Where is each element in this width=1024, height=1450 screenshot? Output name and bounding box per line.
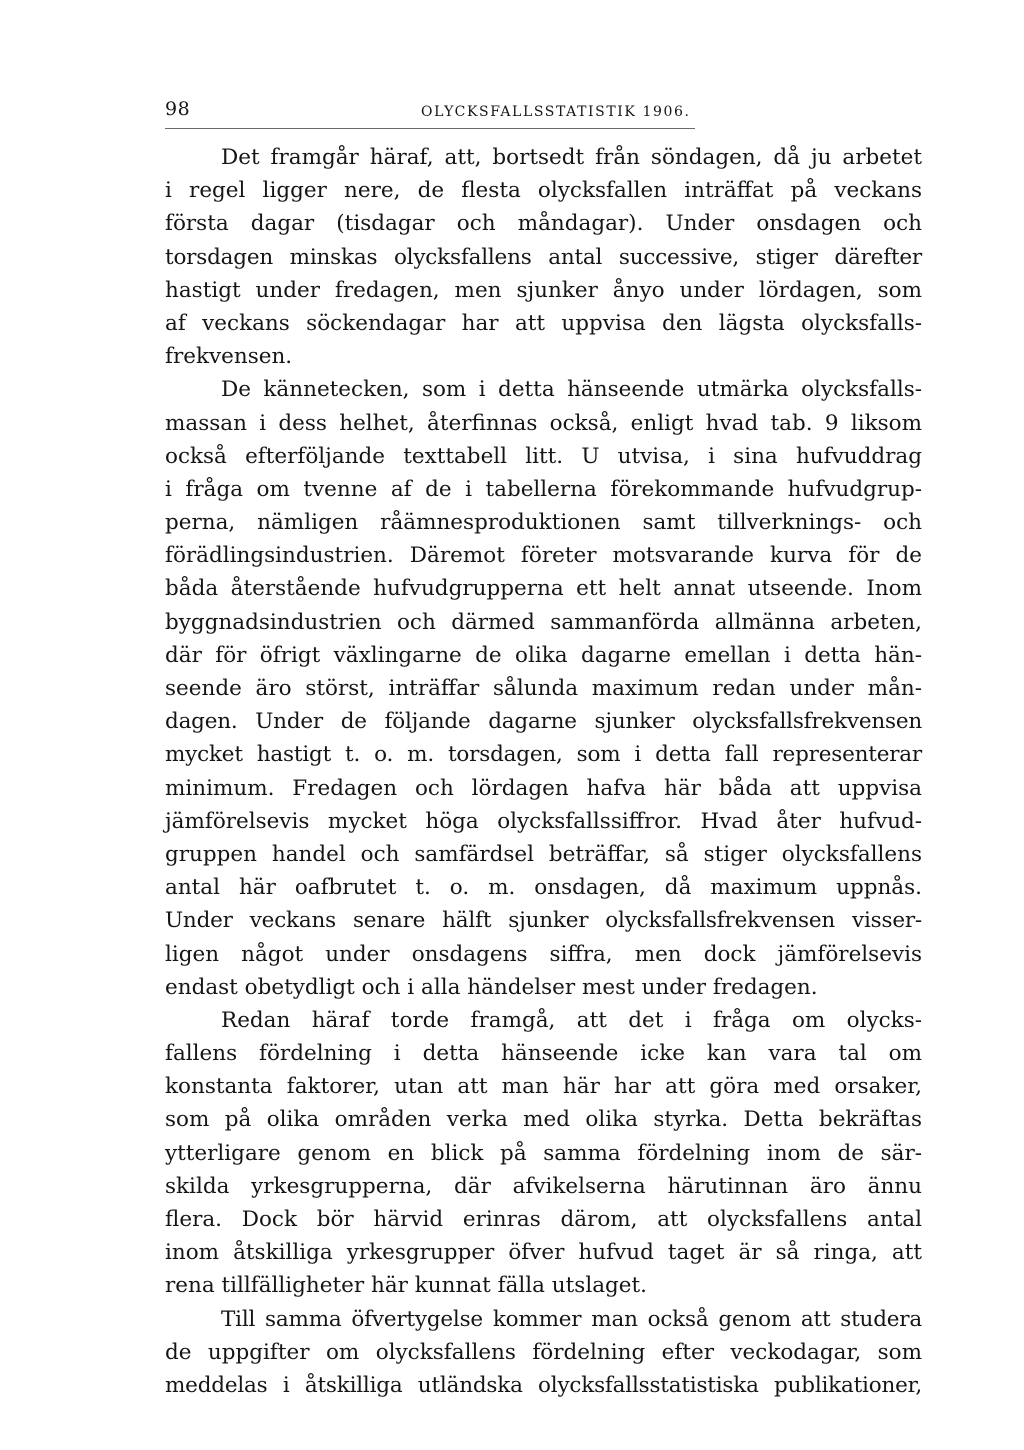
text-line: gruppen handel och samfärdsel beträffar, så stiger olycksfallens — [165, 841, 922, 867]
text-line: endast obetydligt och i alla händelser mest under fredagen. — [165, 974, 818, 1000]
text-line: meddelas i åtskilliga utländska olycksfallsstatistiska publikationer, — [165, 1372, 922, 1398]
text-line: byggnadsindustrien och därmed sammanförda allmänna arbeten, — [165, 609, 922, 635]
text-line: fallens fördelning i detta hänseende icke kan vara tal om — [165, 1041, 922, 1067]
text-line: massan i dess helhet, återfinnas också, enligt hvad tab. 9 liksom — [165, 410, 922, 436]
text-line: Till samma öfvertygelse kommer man också genom att studera — [221, 1306, 922, 1332]
text-line: ytterligare genom en blick på samma fördelning inom de sär- — [165, 1140, 922, 1166]
text-line: antal här oafbrutet t. o. m. onsdagen, då maximum uppnås. — [165, 875, 922, 901]
body-text — [165, 141, 922, 1402]
text-line: skilda yrkesgrupperna, där afvikelserna härutinnan äro ännu — [165, 1173, 922, 1199]
text-line: Det framgår häraf, att, bortsedt från söndagen, då ju arbetet — [221, 145, 922, 170]
text-line: Redan häraf torde framgå, att det i fråga om olycks- — [221, 1007, 922, 1033]
text-line: jämförelsevis mycket höga olycksfallssiffror. Hvad åter hufvud- — [165, 808, 922, 834]
text-line: de uppgifter om olycksfallens fördelning efter veckodagar, som — [165, 1339, 922, 1365]
text-line: förädlingsindustrien. Däremot företer motsvarande kurva för de — [165, 543, 922, 569]
text-line: hastigt under fredagen, men sjunker ånyo under lördagen, som — [165, 277, 922, 303]
text-line: af veckans söckendagar har att uppvisa den lägsta olycksfalls- — [165, 310, 922, 336]
paragraph-3 — [165, 1004, 922, 1303]
text-line: båda återstående hufvudgrupperna ett helt annat utseende. Inom — [165, 576, 922, 602]
text-line: dagen. Under de följande dagarne sjunker olycksfallsfrekvensen — [165, 709, 922, 735]
text-line: som på olika områden verka med olika styrka. Detta bekräftas — [165, 1107, 922, 1133]
text-line: i regel ligger nere, de flesta olycksfallen inträffat på veckans — [165, 178, 922, 204]
paragraph-4 — [165, 1303, 922, 1403]
text-line: perna, nämligen råämnesproduktionen samt tillverknings- och — [165, 510, 922, 536]
text-line: mycket hastigt t. o. m. torsdagen, som i detta fall representerar — [165, 742, 922, 768]
text-line: torsdagen minskas olycksfallens antal successive, stiger därefter — [165, 244, 922, 270]
text-line: seende äro störst, inträffar sålunda maximum redan under mån- — [165, 676, 922, 701]
text-line: första dagar (tisdagar och måndagar). Under onsdagen och — [165, 211, 922, 237]
text-line: De kännetecken, som i detta hänseende utmärka olycksfalls- — [221, 377, 922, 403]
text-line: inom åtskilliga yrkesgrupper öfver hufvud taget är så ringa, att — [165, 1240, 922, 1266]
text-line: också efterföljande texttabell litt. U utvisa, i sina hufvuddrag — [165, 443, 922, 469]
text-line: där för öfrigt växlingarne de olika dagarne emellan i detta hän- — [165, 642, 922, 668]
text-line: Under veckans senare hälft sjunker olycksfallsfrekvensen visser- — [165, 908, 922, 934]
running-header — [165, 96, 922, 136]
text-line: frekvensen. — [165, 344, 293, 370]
text-line: flera. Dock bör härvid erinras därom, att olycksfallens antal — [165, 1207, 922, 1232]
paragraph-1 — [165, 141, 922, 373]
text-line: konstanta faktorer, utan att man här har att göra med orsaker, — [165, 1074, 922, 1100]
text-line: i fråga om tvenne af de i tabellerna förekommande hufvudgrup- — [165, 476, 922, 502]
page-number: 98 — [165, 98, 191, 120]
header-rule — [165, 128, 695, 129]
text-line: ligen något under onsdagens siffra, men dock jämförelsevis — [165, 941, 922, 967]
text-line: minimum. Fredagen och lördagen hafva här båda att uppvisa — [165, 775, 922, 801]
text-line: rena tillfälligheter här kunnat fälla utslaget. — [165, 1273, 647, 1299]
paragraph-2 — [165, 373, 922, 1004]
header-title: OLYCKSFALLSSTATISTIK 1906. — [421, 104, 691, 120]
